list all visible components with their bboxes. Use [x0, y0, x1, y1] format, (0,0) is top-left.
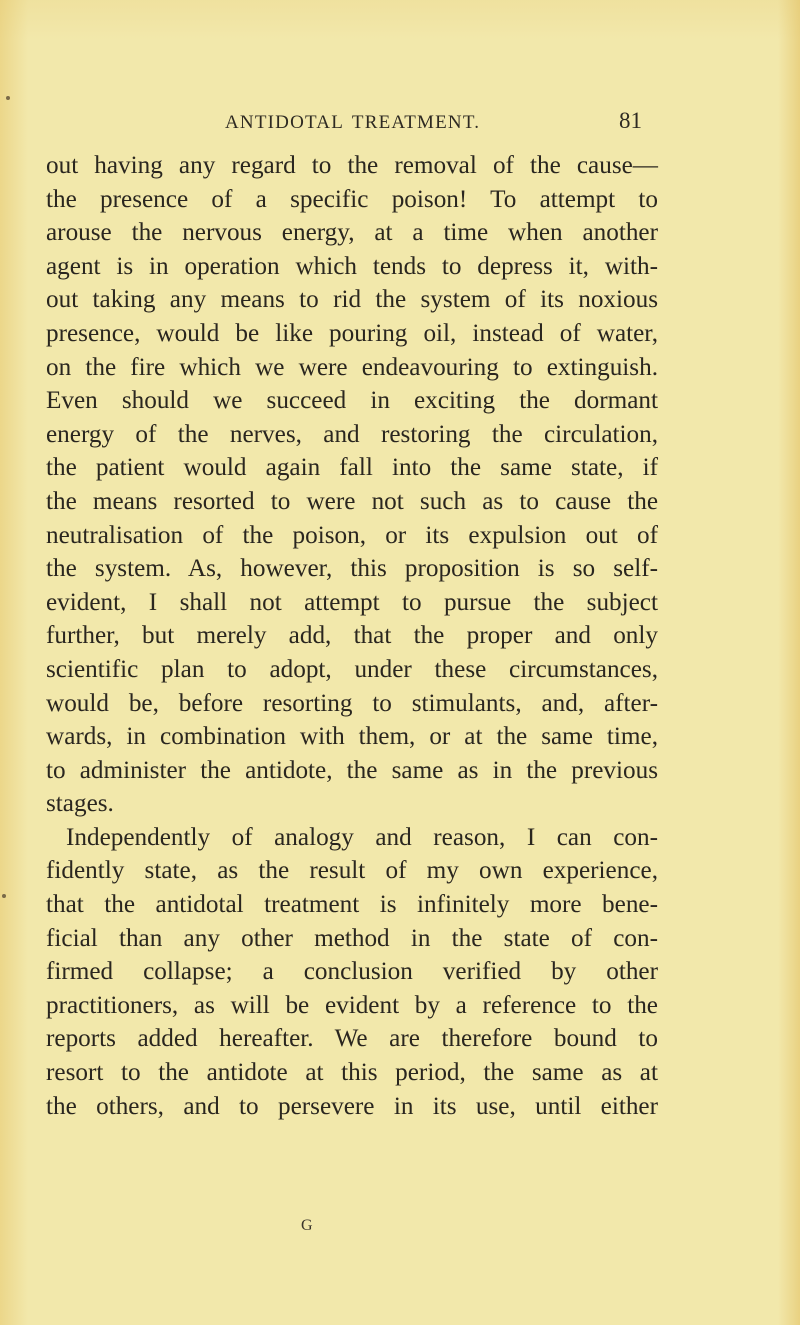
- text-line: presence, would be like pouring oil, instead of water,: [46, 319, 658, 347]
- text-line: evident, I shall not attempt to pursue the subject: [46, 588, 658, 616]
- paper-speck: [6, 96, 10, 100]
- text-line: ficial than any other method in the state of con-: [46, 924, 658, 952]
- text-line: that the antidotal treatment is infinitely more bene-: [46, 891, 658, 919]
- page-number: 81: [619, 108, 642, 133]
- text-line: neutralisation of the poison, or its expulsion out of: [46, 521, 658, 549]
- text-line: out having any regard to the removal of the cause—: [46, 152, 658, 179]
- text-line: to administer the antidote, the same as in the previous: [46, 756, 658, 784]
- text-line: the others, and to persevere in its use, until either: [46, 1092, 658, 1120]
- text-line: agent is in operation which tends to depress it, with-: [46, 252, 658, 280]
- paper-speck: [2, 894, 6, 898]
- text-line: fidently state, as the result of my own experience,: [46, 857, 658, 885]
- text-line: the system. As, however, this proposition is so self-: [46, 555, 658, 583]
- text-line: further, but merely add, that the proper and only: [46, 622, 658, 650]
- text-line: practitioners, as will be evident by a reference to the: [46, 991, 658, 1019]
- text-line: would be, before resorting to stimulants, and, after-: [46, 689, 658, 717]
- text-line: scientific plan to adopt, under these circumstances,: [46, 655, 658, 683]
- text-line: firmed collapse; a conclusion verified by other: [46, 958, 658, 986]
- paragraph-start-line: Independently of analogy and reason, I can con-: [66, 823, 658, 851]
- text-line: out taking any means to rid the system of its noxious: [46, 286, 658, 314]
- text-line: resort to the antidote at this period, the same as at: [46, 1059, 658, 1087]
- signature-mark: G: [301, 1217, 313, 1234]
- text-line: wards, in combination with them, or at the same time,: [46, 723, 658, 751]
- text-line: Even should we succeed in exciting the dormant: [46, 387, 658, 415]
- text-line: on the fire which we were endeavouring to extinguish.: [46, 353, 658, 381]
- text-line: the means resorted to were not such as to cause the: [46, 487, 658, 515]
- text-line: reports added hereafter. We are therefore bound to: [46, 1025, 658, 1053]
- text-line: the presence of a specific poison! To attempt to: [46, 185, 658, 213]
- text-line: arouse the nervous energy, at a time when another: [46, 219, 658, 247]
- running-head: [0, 108, 800, 138]
- paragraph-end-line: stages.: [46, 790, 114, 818]
- running-head-title: ANTIDOTAL TREATMENT.: [225, 112, 481, 133]
- text-line: energy of the nerves, and restoring the circulation,: [46, 420, 658, 448]
- text-line: the patient would again fall into the same state, if: [46, 454, 658, 482]
- body-text: [46, 149, 658, 1123]
